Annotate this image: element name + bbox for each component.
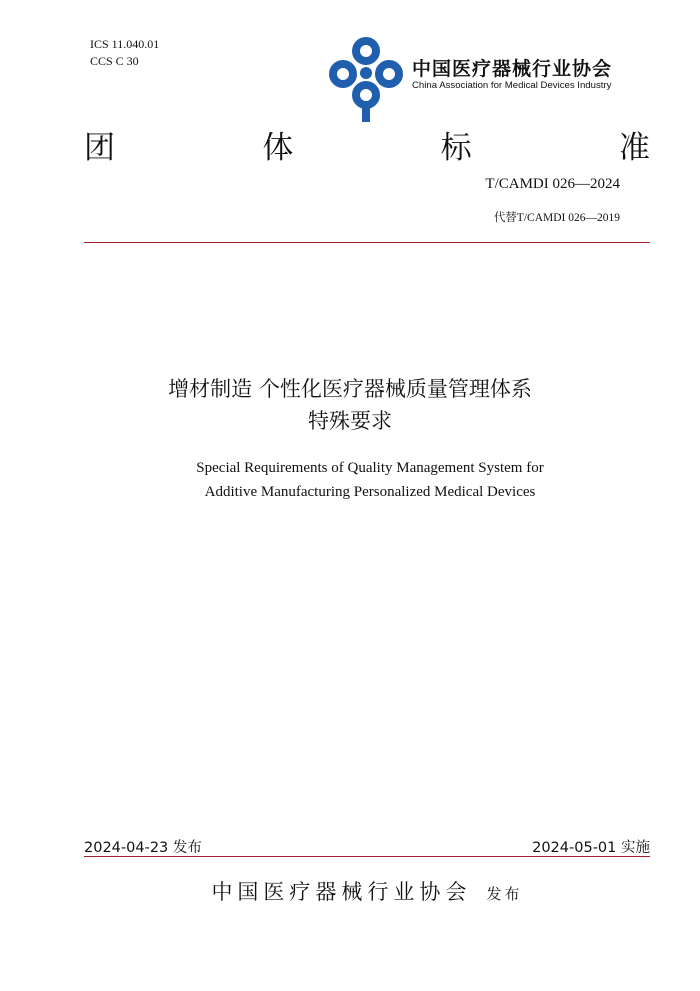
issue-date: 2024-04-23 发布: [84, 840, 202, 856]
standard-type-heading: [84, 128, 650, 168]
publisher-verb: 发布: [486, 885, 523, 903]
ccs-code: CCS C 30: [90, 54, 139, 68]
publisher-line: [0, 876, 700, 906]
publisher-name: 中国医疗器械行业协会: [211, 880, 472, 904]
ics-code: ICS 11.040.01: [90, 37, 160, 51]
footer-divider: [84, 856, 650, 857]
standard-type-char: 团: [84, 130, 115, 166]
standard-type-char: 标: [440, 130, 472, 166]
standard-number: T/CAMDI 026—2024: [485, 176, 620, 192]
replaced-standard: 代替T/CAMDI 026—2019: [493, 212, 620, 224]
logo-name-en: China Association for Medical Devices Industry: [412, 80, 612, 91]
logo-name-cn: 中国医疗器械行业协会: [412, 58, 613, 80]
implementation-date: 2024-05-01 实施: [532, 840, 650, 856]
title-cn-line1: 增材制造 个性化医疗器械质量管理体系: [168, 377, 532, 401]
classification-codes: [90, 36, 159, 70]
title-en-line2: Additive Manufacturing Personalized Medical Devices: [204, 484, 536, 500]
title-cn-line2: 特殊要求: [308, 409, 392, 433]
standard-type-char: 准: [618, 130, 650, 166]
title-en-line1: Special Requirements of Quality Management System for: [196, 460, 544, 476]
header-divider: [84, 242, 650, 243]
standard-type-char: 体: [262, 130, 294, 166]
association-logo-text: [412, 58, 612, 92]
association-logo-icon: [328, 36, 410, 124]
